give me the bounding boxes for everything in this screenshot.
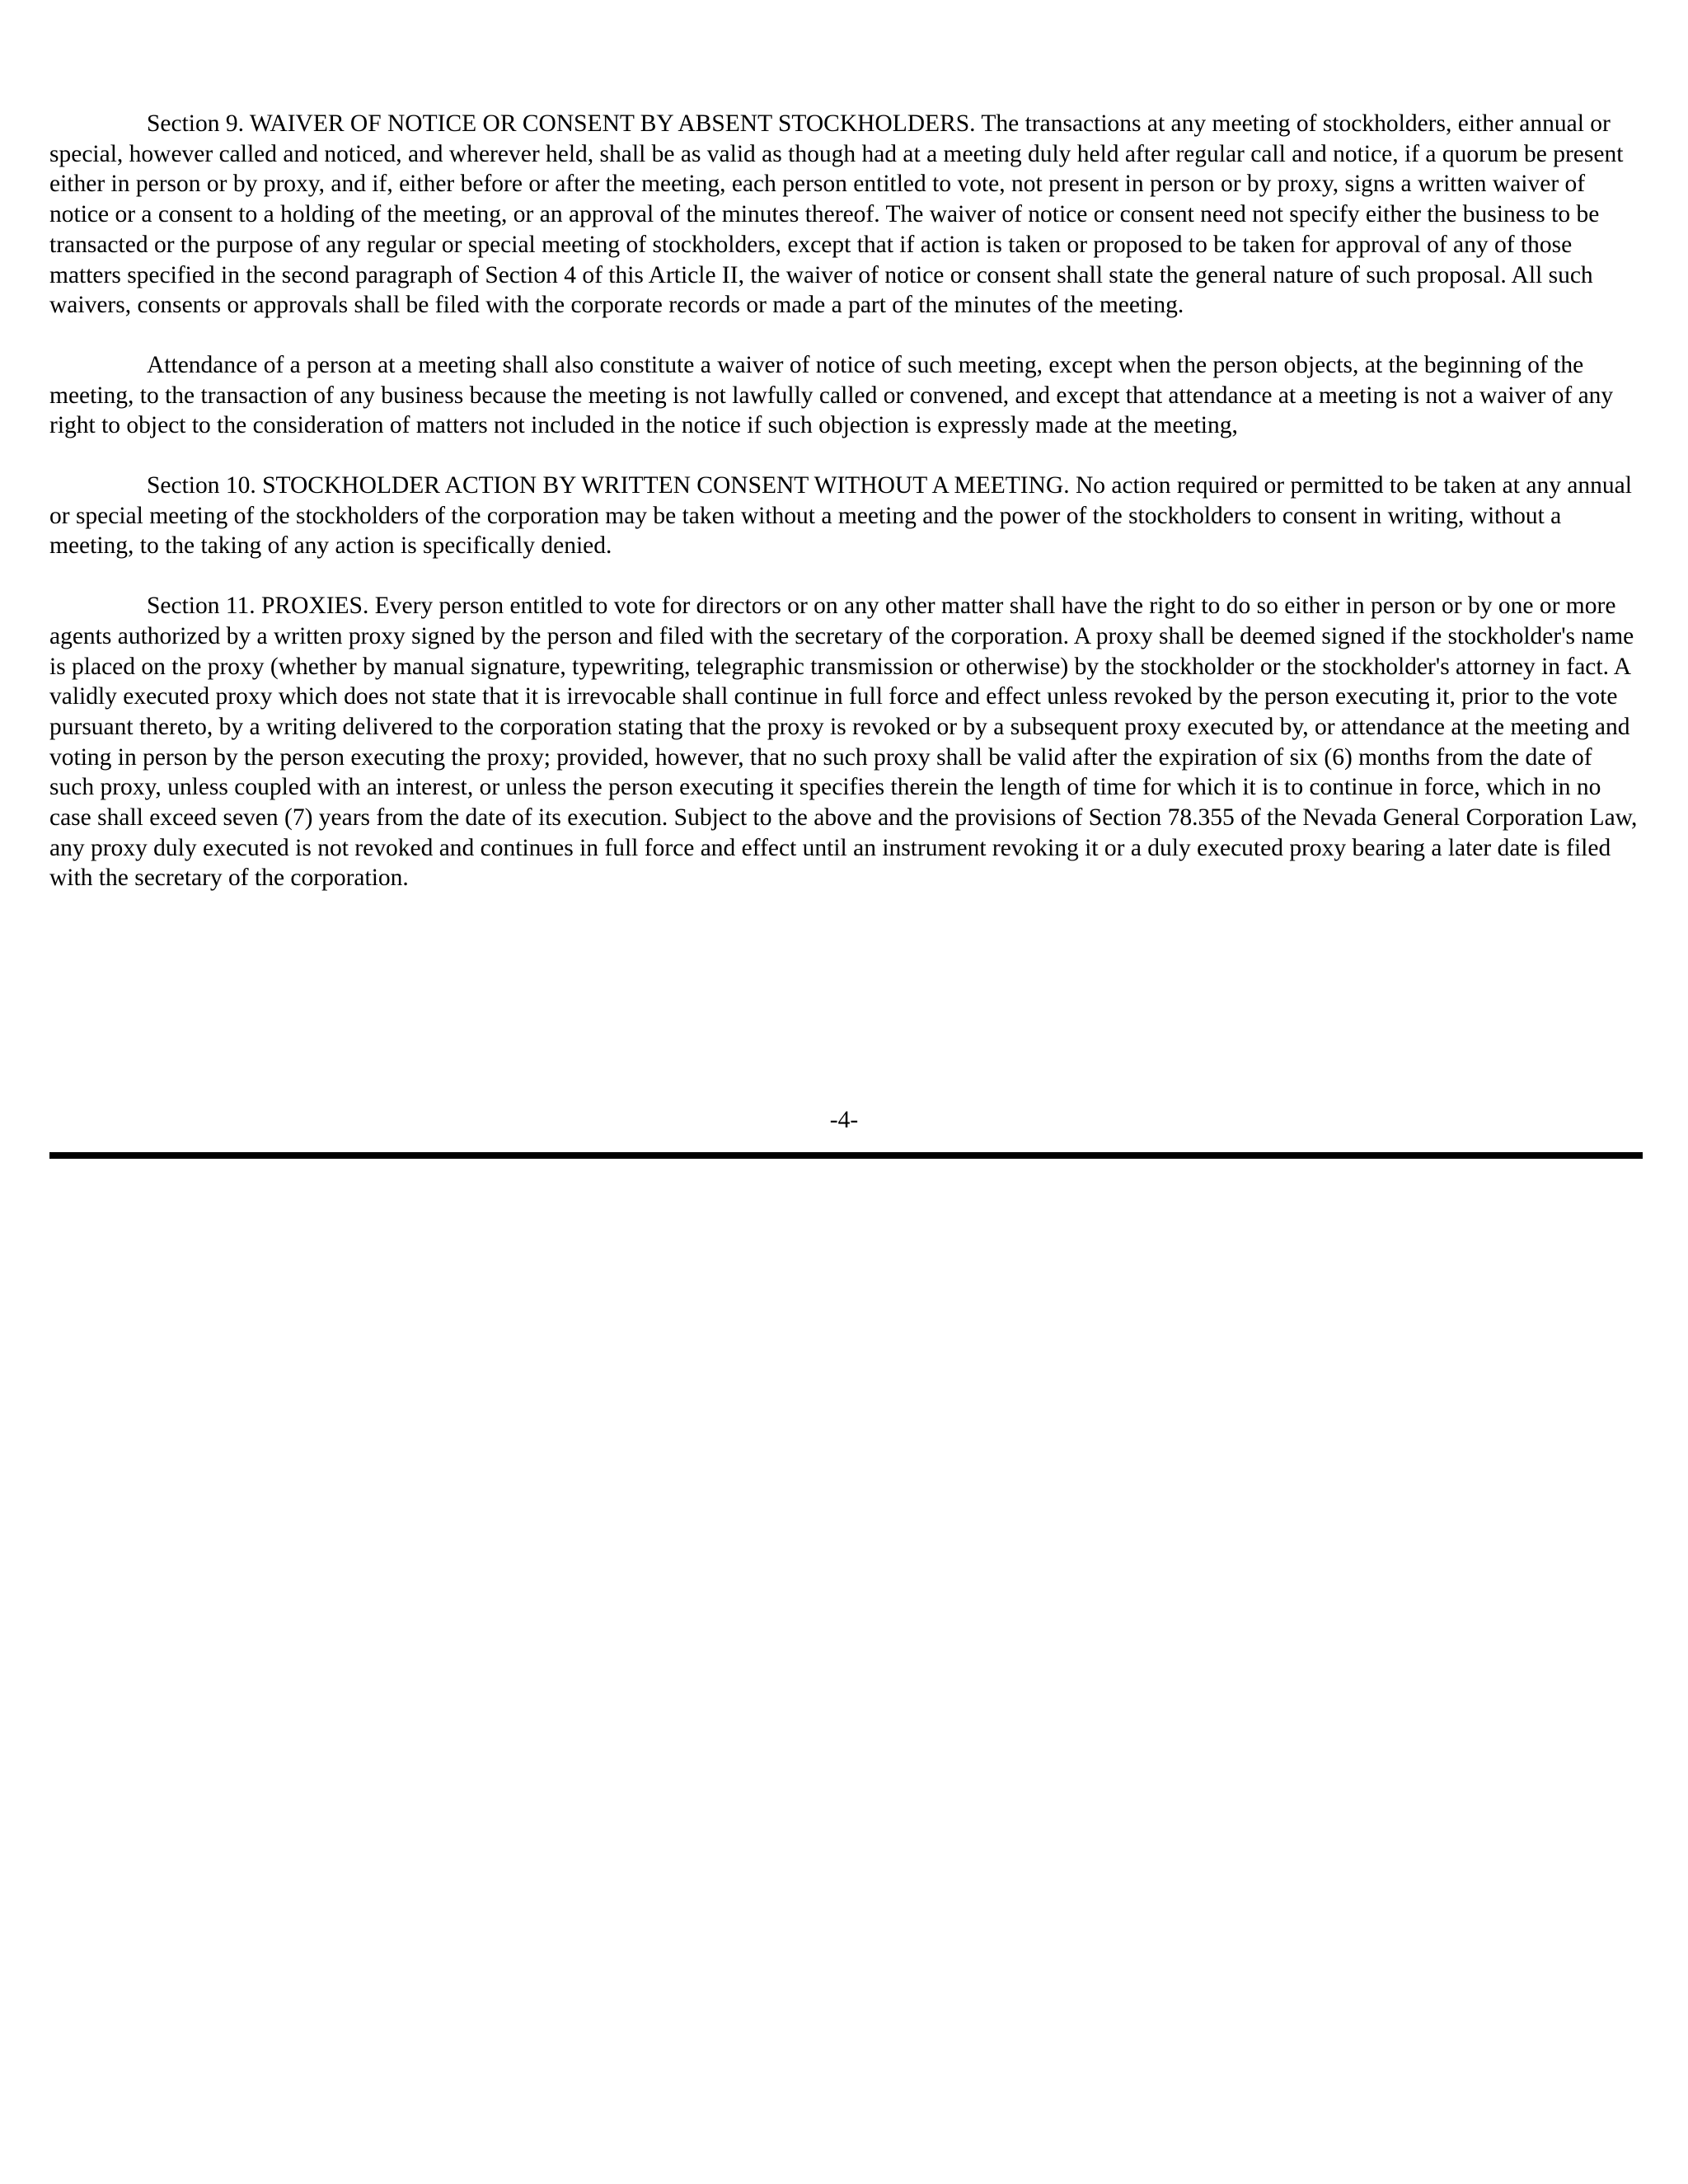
document-body — [49, 109, 1642, 923]
paragraph-attendance: Attendance of a person at a meeting shall also constitute a waiver of notice of such meeting, except when the person objects, at the beginning of the meeting, to the transaction of any business because the meeting is not lawfully called or convened, and except that attendance at a meeting is not a waiver of any right to object to the consideration of matters not included in the notice if such objection is expressly made at the meeting, — [49, 351, 1614, 439]
paragraph-section-11: Section 11. PROXIES. Every person entitled to vote for directors or on any other matter shall have the right to do so either in person or by one or more agents authorized by a written proxy signed by the person and filed with the secretary of the corporation. A proxy shall be deemed signed if the stockholder's name is placed on the proxy (whether by manual signature, typewriting, telegraphic transmission or otherwise) by the stockholder or the stockholder's attorney in fact. A validly executed proxy which does not state that it is irrevocable shall continue in full force and effect unless revoked by the person executing it, prior to the vote pursuant thereto, by a writing delivered to the corporation stating that the proxy is revoked or by a subsequent proxy executed by, or attendance at the meeting and voting in person by the person executing the proxy; provided, however, that no such proxy shall be valid after the expiration of six (6) months from the date of such proxy, unless coupled with an interest, or unless the person executing it specifies therein the length of time for which it is to continue in force, which in no case shall exceed seven (7) years from the date of its execution. Subject to the above and the provisions of Section 78.355 of the Nevada General Corporation Law, any proxy duly executed is not revoked and continues in full force and effect until an instrument revoking it or a duly executed proxy bearing a later date is filed with the secretary of the corporation. — [49, 593, 1638, 892]
footer-rule — [49, 1152, 1643, 1159]
paragraph-section-9: Section 9. WAIVER OF NOTICE OR CONSENT BY ABSENT STOCKHOLDERS. The transactions at any meeting of stockholders, either annual or special, however called and noticed, and wherever held, shall be as valid as though had at a meeting duly held after regular call and notice, if a quorum be present either in person or by proxy, and if, either before or after the meeting, each person entitled to vote, not present in person or by proxy, signs a written waiver of notice or a consent to a holding of the meeting, or an approval of the minutes thereof. The waiver of notice or consent need not specify either the business to be transacted or the purpose of any regular or special meeting of stockholders, except that if action is taken or proposed to be taken for approval of any of those matters specified in the second paragraph of Section 4 of this Article II, the waiver of notice or consent shall state the general nature of such proposal. All such waivers, consents or approvals shall be filed with the corporate records or made a part of the minutes of the meeting. — [49, 110, 1624, 319]
paragraph-section-10: Section 10. STOCKHOLDER ACTION BY WRITTEN CONSENT WITHOUT A MEETING. No action required or permitted to be taken at any annual or special meeting of the stockholders of the corporation may be taken without a meeting and the power of the stockholders to consent in writing, without a meeting, to the taking of any action is specifically denied. — [49, 472, 1632, 560]
page-number: -4- — [829, 1107, 859, 1133]
